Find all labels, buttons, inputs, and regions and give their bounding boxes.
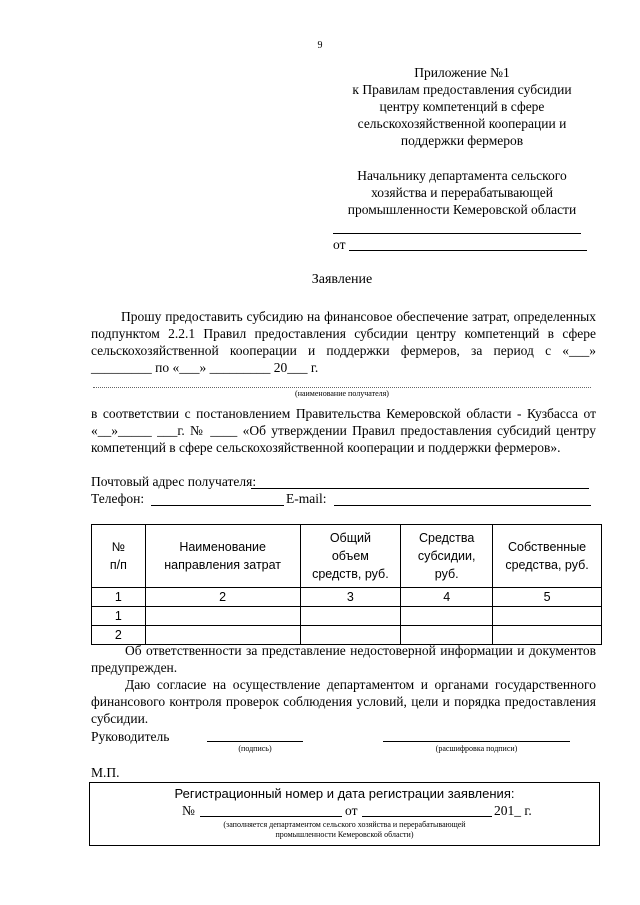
consent-paragraph: Даю согласие на осуществление департаментом и органами государственного финансового контроля проверок соблюдения условий, цели и порядка предоставления субсидии. — [91, 677, 596, 726]
table-numbering-row — [92, 588, 602, 607]
appendix-line: к Правилам предоставления субсидии — [352, 82, 572, 97]
responsibility-paragraph: Об ответственности за представление недостоверной информации и документов предупрежден. — [91, 643, 596, 675]
signature-decode-field[interactable] — [383, 741, 570, 742]
table-cell: 3 — [300, 588, 401, 607]
addressee-line: Начальнику департамента сельского — [357, 168, 567, 183]
signature-caption: (подпись) — [238, 744, 272, 753]
registration-box — [89, 782, 600, 846]
email-field[interactable] — [334, 505, 591, 506]
stamp-label: М.П. — [91, 765, 120, 780]
table-cell: 1 — [92, 607, 146, 626]
document-title: Заявление — [311, 272, 373, 287]
table-cell[interactable] — [401, 607, 493, 626]
applicant-name-field[interactable] — [349, 250, 587, 251]
recipient-name-field[interactable] — [93, 387, 591, 388]
recipient-caption: (наименование получателя) — [295, 389, 389, 398]
header-direction: Наименование направления затрат — [145, 525, 300, 588]
phone-field[interactable] — [151, 505, 284, 506]
registration-number-field[interactable] — [200, 816, 342, 817]
head-label: Руководитель — [91, 729, 170, 744]
appendix-line: сельскохозяйственной кооперации и — [357, 116, 567, 131]
addressee-block — [322, 167, 602, 218]
registration-from-label: от — [345, 803, 358, 818]
header-subsidy: Средства субсидии, руб. — [401, 525, 493, 588]
signature-field[interactable] — [207, 741, 303, 742]
table-cell[interactable] — [493, 607, 602, 626]
header-total: Общий объем средств, руб. — [300, 525, 401, 588]
postal-address-label: Почтовый адрес получателя: — [91, 474, 257, 489]
table-cell[interactable] — [300, 607, 401, 626]
phone-label: Телефон: — [91, 491, 145, 506]
registration-note: промышленности Кемеровской области) — [275, 830, 414, 839]
page-number: 9 — [317, 40, 323, 51]
registration-number-label: № — [182, 803, 195, 818]
expense-table — [91, 524, 602, 645]
table-cell: 5 — [493, 588, 602, 607]
table-cell: 1 — [92, 588, 146, 607]
request-paragraph: Прошу предоставить субсидию на финансовое обеспечение затрат, определенных подпунктом 2.2.1 Правил предоставления субсидии центру компетенций в сфере сельскохозяйственной кооперации и поддержки фермеров, за период с «___» _________ по «___» _________ 20___ г. — [91, 309, 596, 375]
table-cell: 2 — [92, 626, 146, 645]
registration-date-field[interactable] — [362, 816, 492, 817]
table-cell: 4 — [401, 588, 493, 607]
resolution-paragraph: в соответствии с постановлением Правительства Кемеровской области - Кузбасса от «__»_____ ___г. № ____ «Об утверждении Правил предоставления субсидий центру компетенций в сфере сельскохозяйственной кооперации и поддержки фермеров». — [91, 406, 596, 455]
appendix-title: Приложение №1 — [414, 65, 510, 80]
appendix-line: поддержки фермеров — [400, 133, 524, 148]
table-row — [92, 607, 602, 626]
registration-note: (заполняется департаментом сельского хозяйства и перерабатывающей — [223, 820, 466, 829]
addressee-name-field[interactable] — [333, 233, 581, 234]
header-own-funds: Собственные средства, руб. — [493, 525, 602, 588]
signature-decode-caption: (расшифровка подписи) — [435, 744, 518, 753]
email-label: E-mail: — [286, 491, 327, 506]
postal-address-field[interactable] — [251, 488, 589, 489]
appendix-block — [322, 64, 602, 149]
table-cell: 2 — [145, 588, 300, 607]
table-cell[interactable] — [145, 607, 300, 626]
registration-title: Регистрационный номер и дата регистрации заявления: — [174, 786, 515, 801]
addressee-line: хозяйства и перерабатывающей — [371, 185, 553, 200]
header-number: № п/п — [92, 525, 146, 588]
appendix-line: центру компетенций в сфере — [379, 99, 545, 114]
table-header-row — [92, 525, 602, 588]
addressee-line: промышленности Кемеровской области — [347, 202, 577, 217]
from-label: от — [333, 237, 346, 252]
registration-year: 201_ г. — [494, 803, 532, 818]
